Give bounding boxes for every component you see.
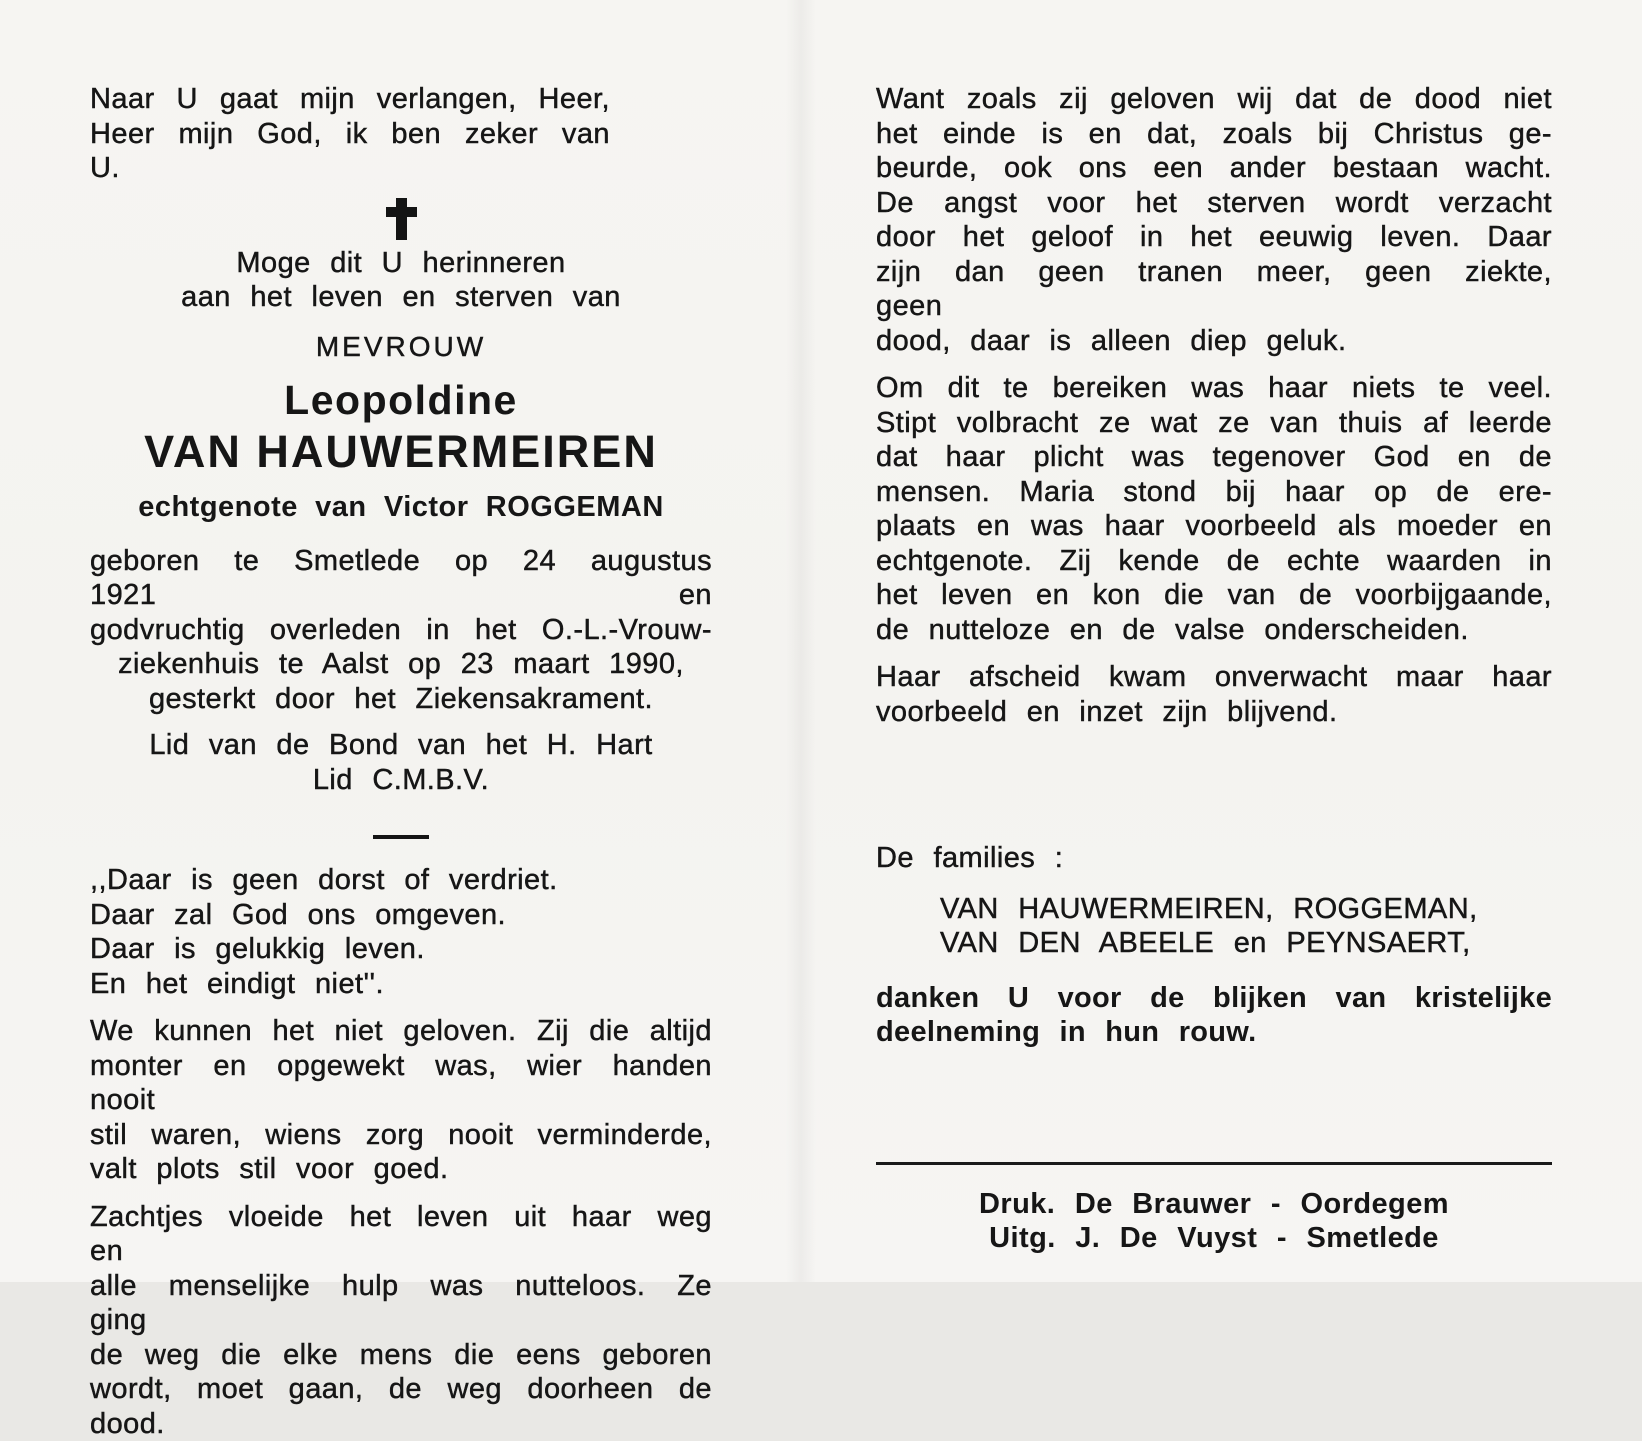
acknowledgement [876,981,1552,1050]
quote-line: ,,Daar is geen dorst of verdriet. [90,863,712,898]
verse-line: Heer mijn God, ik ben zeker van U. [90,117,610,186]
intro-line: Moge dit U herinneren [90,246,712,281]
birth-death-details [90,544,712,717]
body-line: het leven en kon die van de voorbijgaande, [876,578,1552,613]
bio-line: geboren te Smetlede op 24 augustus 1921 en [90,544,712,613]
honorific: MEVROUW [90,331,712,363]
opening-verse [90,82,610,186]
colophon-line: Druk. De Brauwer - Oordegem [876,1187,1552,1222]
body-line: echtgenote. Zij kende de echte waarden in [876,544,1552,579]
body-line: door het geloof in het eeuwig leven. Daar [876,220,1552,255]
membership-line: Lid C.M.B.V. [90,763,712,798]
family-names [876,892,1552,961]
body-line: zijn dan geen tranen meer, geen ziekte, geen [876,255,1552,324]
bio-line: godvruchtig overleden in het O.-L.-Vrouw- [90,613,712,648]
families-section [876,841,1552,1050]
body-line: dat haar plicht was tegenover God en de [876,440,1552,475]
farewell-paragraph [876,660,1552,729]
left-page [90,82,712,1441]
virtue-paragraph [876,371,1552,647]
families-label: De families : [876,841,1552,876]
body-line: Zachtjes vloeide het leven uit haar weg en [90,1200,712,1269]
latin-cross-icon [396,198,407,240]
body-line: plaats en was haar voorbeeld als moeder en [876,509,1552,544]
body-line: Om dit te bereiken was haar niets te veel. [876,371,1552,406]
body-line: We kunnen het niet geloven. Zij die altijd [90,1014,712,1049]
body-line: valt plots stil voor goed. [90,1152,712,1187]
body-line: Stipt volbracht ze wat ze van thuis af leerde [876,406,1552,441]
deceased-first-name: Leopoldine [90,377,712,423]
body-line: stil waren, wiens zorg nooit verminderde, [90,1118,712,1153]
separator-rule [373,835,429,839]
quote-line: Daar is gelukkig leven. [90,932,712,967]
colophon-rule [876,1162,1552,1165]
memberships [90,728,712,797]
scripture-quote [90,863,712,1001]
intro-lines [90,246,712,315]
thanks-line: danken U voor de blijken van kristelijke [876,981,1552,1016]
page-gutter-shade [786,0,816,1282]
verse-line: Naar U gaat mijn verlangen, Heer, [90,82,610,117]
membership-line: Lid van de Bond van het H. Hart [90,728,712,763]
body-line: monter en opgewekt was, wier handen nooit [90,1049,712,1118]
body-line: Want zoals zij geloven wij dat de dood niet [876,82,1552,117]
bio-line: ziekenhuis te Aalst op 23 maart 1990, [90,647,712,682]
printer-colophon [876,1187,1552,1256]
deceased-last-name: VAN HAUWERMEIREN [90,427,712,477]
body-line: het einde is en dat, zoals bij Christus ge- [876,117,1552,152]
body-line: Haar afscheid kwam onverwacht maar haar [876,660,1552,695]
quote-line: En het eindigt niet''. [90,967,712,1002]
body-line: de weg die elke mens die eens geboren [90,1338,712,1373]
quote-line: Daar zal God ons omgeven. [90,898,712,933]
intro-line: aan het leven en sterven van [90,280,712,315]
body-line: beurde, ook ons een ander bestaan wacht. [876,151,1552,186]
spouse-line: echtgenote van Victor ROGGEMAN [90,491,712,524]
thanks-line: deelneming in hun rouw. [876,1015,1552,1050]
body-line: wordt, moet gaan, de weg doorheen de dood. [90,1372,712,1441]
faith-paragraph [876,82,1552,358]
body-line: mensen. Maria stond bij haar op de ere- [876,475,1552,510]
colophon-line: Uitg. J. De Vuyst - Smetlede [876,1221,1552,1256]
right-page [876,82,1552,1256]
family-name-line: VAN HAUWERMEIREN, ROGGEMAN, [940,892,1552,927]
family-name-line: VAN DEN ABEELE en PEYNSAERT, [940,926,1552,961]
body-line: de nutteloze en de valse onderscheiden. [876,613,1552,648]
eulogy-paragraph [90,1200,712,1441]
body-line: voorbeeld en inzet zijn blijvend. [876,695,1552,730]
body-line: dood, daar is alleen diep geluk. [876,324,1552,359]
body-line: alle menselijke hulp was nutteloos. Ze ging [90,1269,712,1338]
body-line: De angst voor het sterven wordt verzacht [876,186,1552,221]
eulogy-paragraph [90,1014,712,1187]
bio-line: gesterkt door het Ziekensakrament. [90,682,712,717]
